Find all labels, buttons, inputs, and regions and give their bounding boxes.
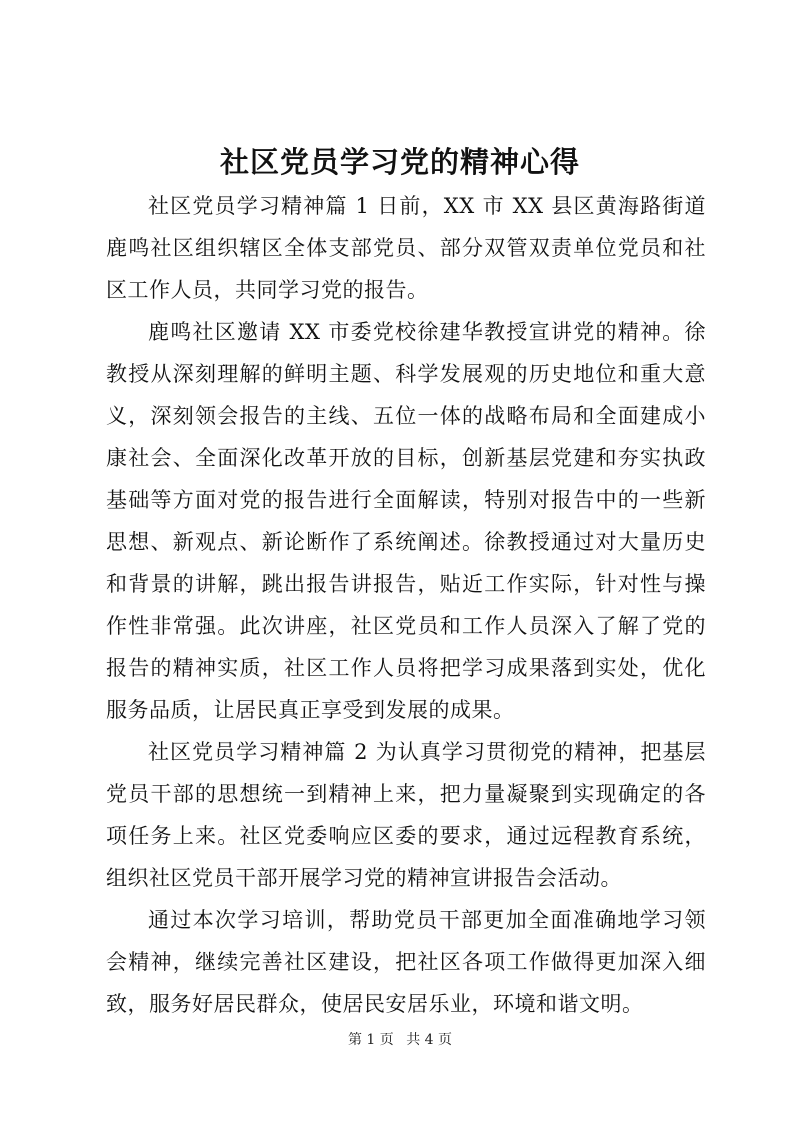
paragraph: 通过本次学习培训，帮助党员干部更加全面准确地学习领会精神，继续完善社区建设，把社区各项工作做得更加深入细致，服务好居民群众，使居民安居乐业，环境和谐文明。 <box>106 908 706 1016</box>
document-title: 社区党员学习党的精神心得 <box>219 145 580 179</box>
paragraph: 社区党员学习精神篇 1 日前，XX 市 XX 县区黄海路街道鹿鸣社区组织辖区全体支部党员、部分双管双责单位党员和社区工作人员，共同学习党的报告。 <box>106 194 706 302</box>
paragraph: 社区党员学习精神篇 2 为认真学习贯彻党的精神，把基层党员干部的思想统一到精神上来，把力量凝聚到实现确定的各项任务上来。社区党委响应区委的要求，通过远程教育系统，组织社区党员干部开展学习党的精神宣讲报告会活动。 <box>106 740 706 890</box>
document-body <box>106 185 706 1025</box>
page-number: 第 1 页 <box>347 1032 394 1048</box>
page-footer <box>0 1030 800 1050</box>
page-total: 共 4 页 <box>406 1032 453 1048</box>
paragraph: 鹿鸣社区邀请 XX 市委党校徐建华教授宣讲党的精神。徐教授从深刻理解的鲜明主题、科学发展观的历史地位和重大意义，深刻领会报告的主线、五位一体的战略布局和全面建成小康社会、全面深化改革开放的目标，创新基层党建和夯实执政基础等方面对党的报告进行全面解读，特别对报告中的一些新思想、新观点、新论断作了系统阐述。徐教授通过对大量历史和背景的讲解，跳出报告讲报告，贴近工作实际，针对性与操作性非常强。此次讲座，社区党员和工作人员深入了解了党的报告的精神实质，社区工作人员将把学习成果落到实处，优化服务品质，让居民真正享受到发展的成果。 <box>106 320 706 722</box>
